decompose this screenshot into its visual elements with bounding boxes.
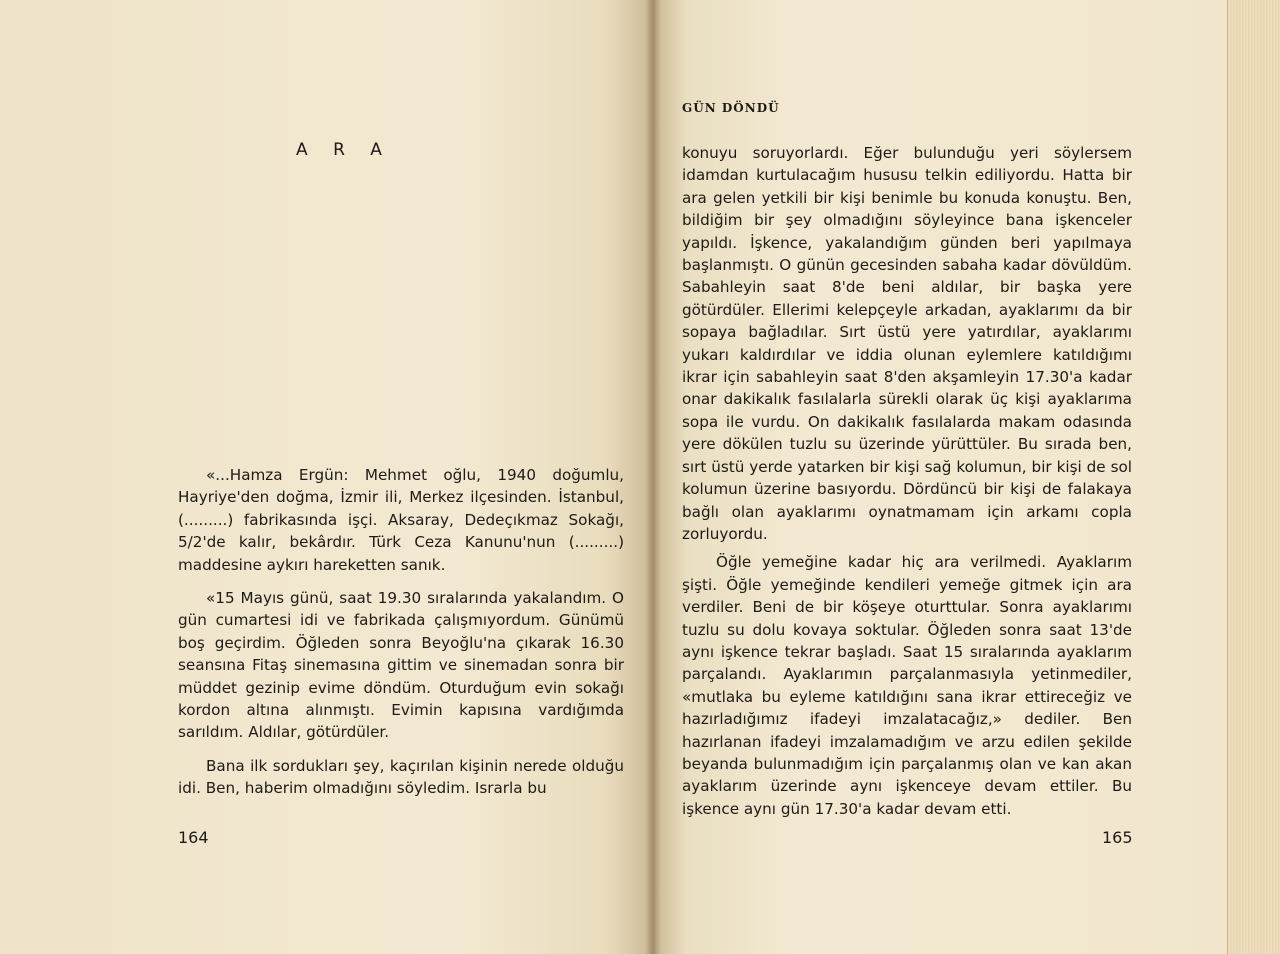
right-page	[652, 0, 1232, 954]
paragraph: «...Hamza Ergün: Mehmet oğlu, 1940 doğumlu, Hayriye'den doğma, İzmir ili, Merkez ilçesinden. İstanbul, (.........) fabrikasında işçi. Aksaray, Dedeçıkmaz Sokağı, 5/2'de kalır, bekârdır. Türk Ceza Kanunu'nun (.........) maddesine aykırı hareketten sanık.	[178, 466, 624, 574]
page-number-left: 164	[178, 828, 209, 847]
paragraph: Öğle yemeğine kadar hiç ara verilmedi. Ayaklarım şişti. Öğle yemeğinde kendileri yemeğe gitmek için ara verdiler. Beni de bir köşeye oturttular. Sonra ayaklarımı tuzlu su dolu kovaya soktular. Öğleden sonra saat 13'de aynı işkence tekrar başladı. Saat 15 sıralarında ayaklarım parçalandı. Ayaklarımın parçalanmasıyla yetinmediler, «mutlaka bu eyleme katıldığını sana ikrar ettireceğiz ve hazırladığımız ifadeyi imzalatacağız,» dediler. Ben hazırlanan ifadeyi imzalamadığım ve arzu edilen şekilde beyanda bulunmadığım için parçalanmış olan ve kan akan ayaklarım üzerinde aynı işkenceye devam ettiler. Bu işkence aynı gün 17.30'a kadar devam etti.	[682, 553, 1132, 818]
paragraph: «15 Mayıs günü, saat 19.30 sıralarında yakalandım. O gün cumartesi idi ve fabrikada çalışmıyordum. Günümü boş geçirdim. Öğleden sonra Beyoğlu'na çıkarak 16.30 seansına Fitaş sinemasına gittim ve sinemadan sonra bir müddet gezinip evime döndüm. Oturduğum evin sokağı kordon altına alınmıştı. Evimin kapısına vardığımda sarıldım. Aldılar, götürdüler.	[178, 589, 624, 742]
page-edges	[1227, 0, 1280, 954]
left-page-text	[178, 464, 624, 800]
right-page-text	[682, 142, 1132, 820]
book-gutter	[645, 0, 661, 954]
paragraph: konuyu soruyorlardı. Eğer bulunduğu yeri söylersem idamdan kurtulacağım hususu telkin ediliyordu. Hatta bir ara gelen yetkili bir kişi benimle bu konuda konuştu. Ben, bildiğim bir şey olmadığını söyleyince bana işkenceler yapıldı. İşkence, yakalandığım günden beri yapılmaya başlanmıştı. O günün gecesinden sabaha kadar dövüldüm. Sabahleyin saat 8'de beni aldılar, bir başka yere götürdüler. Ellerimi kelepçeyle arkadan, ayaklarımı da bir sopaya bağladılar. Sırt üstü yere yatırdılar, ayaklarımı yukarı kaldırdılar ve iddia olunan eylemlere katıldığımı ikrar için sabahleyin saat 8'den akşamleyin 17.30'a kadar onar dakikalık fasılalarla sürekli olarak üç kişi ayaklarıma sopa ile vurdu. On dakikalık fasılalarda makam odasında yere dökülen tuzlu su üzerinde yürüttüler. Bu sırada ben, sırt üstü yerde yatarken bir kişi sağ kolumun, bir kişi de sol kolumun üzerine basıyordu. Dördüncü bir kişi de falakaya bağlı olan ayaklarımı oynatmamam için arkamı copla zorluyordu.	[682, 144, 1132, 543]
page-number-right: 165	[1102, 828, 1133, 847]
running-head: GÜN DÖNDÜ	[682, 101, 780, 115]
chapter-title: A R A	[296, 140, 392, 160]
paragraph: Bana ilk sordukları şey, kaçırılan kişinin nerede olduğu idi. Ben, haberim olmadığını söyledim. Israrla bu	[178, 756, 624, 798]
